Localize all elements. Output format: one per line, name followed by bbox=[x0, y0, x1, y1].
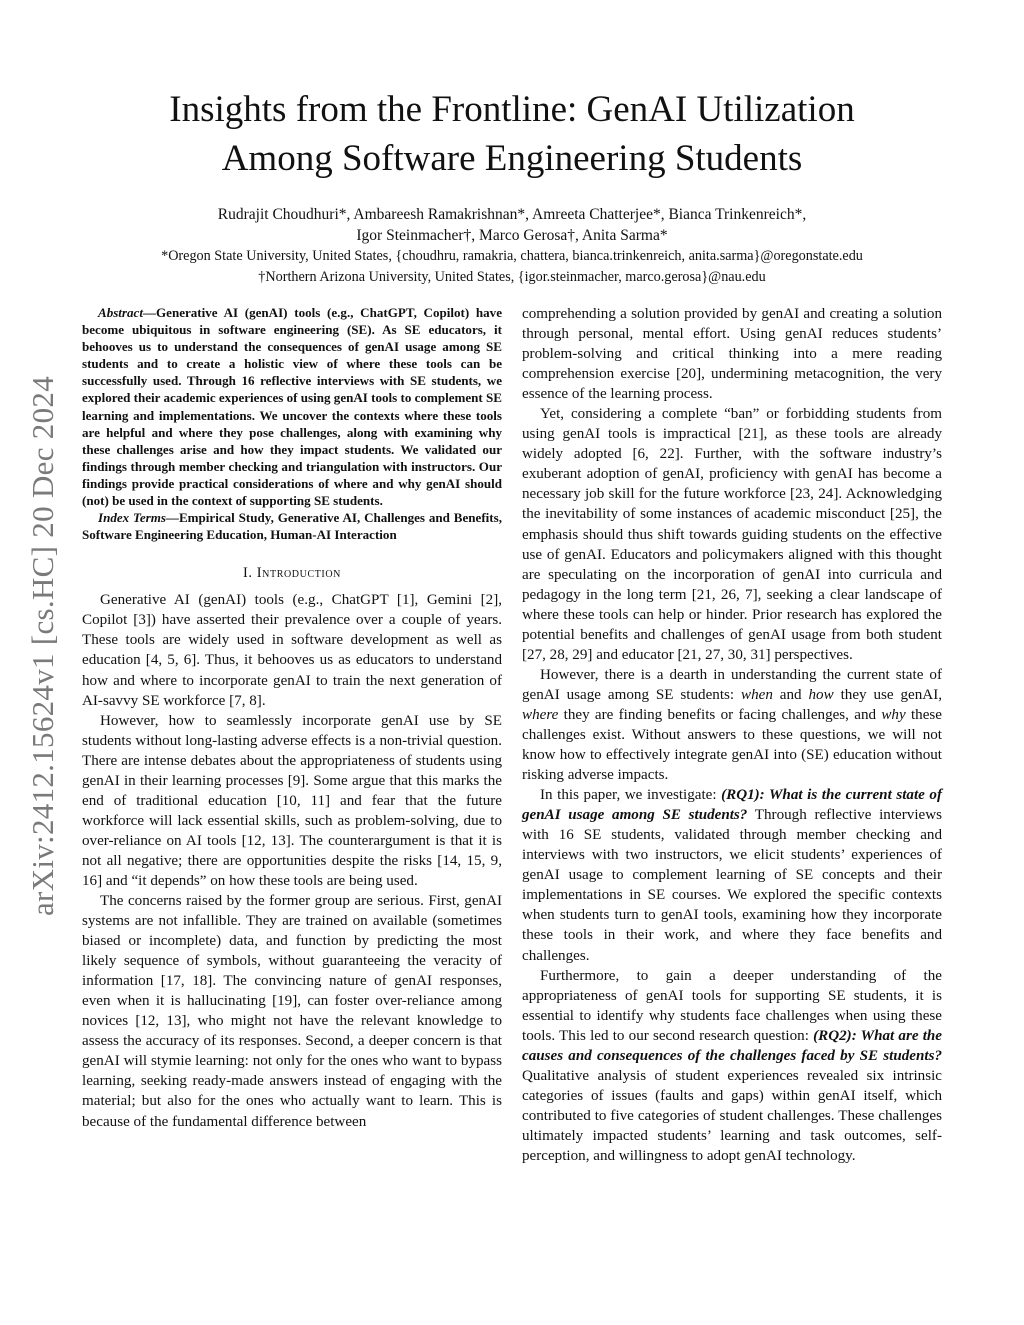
right-column bbox=[522, 304, 942, 1166]
section-heading-introduction: I. Introduction bbox=[243, 565, 341, 582]
affiliation-oregon: *Oregon State University, United States, {choudhru, ramakria, chattera, bianca.trinkenreich, anita.sarma}@oregonstate.edu bbox=[161, 248, 863, 264]
right-paragraph-5 bbox=[522, 966, 942, 1166]
p3-text-a: However, there is a dearth in understanding the current state of genAI usage among SE students: bbox=[522, 666, 942, 703]
arxiv-stamp bbox=[22, 346, 64, 946]
author-line-1: Rudrajit Choudhuri*, Ambareesh Ramakrishnan*, Amreeta Chatterjee*, Bianca Trinkenreich*, bbox=[217, 206, 807, 223]
p3-where: where bbox=[522, 706, 559, 723]
title-line-2: Among Software Engineering Students bbox=[221, 138, 803, 179]
title-line-1: Insights from the Frontline: GenAI Utilization bbox=[169, 89, 855, 130]
index-terms-text: Empirical Study, Generative AI, Challenges and Benefits, Software Engineering Education, Human-AI Interaction bbox=[82, 510, 502, 543]
research-question-1: (RQ1): What is the current state of genAI usage among SE students? bbox=[522, 787, 942, 824]
p3-when: when bbox=[741, 686, 773, 703]
author-block bbox=[80, 204, 944, 288]
p3-text-d: they are finding benefits or facing challenges, and bbox=[558, 706, 882, 723]
p3-why: why bbox=[881, 706, 906, 723]
p4-text-b: Through reflective interviews with 16 SE students, validated through member checking and interviews with two instructors, we elicit students’ experiences of genAI usage to complement learning of SE concepts and their implementations in SE courses. We explored the specific contexts when students turn to genAI tools, examining how they incorporate these tools in their work, and where they face benefits and challenges. bbox=[522, 807, 942, 964]
intro-paragraph-1: Generative AI (genAI) tools (e.g., ChatGPT [1], Gemini [2], Copilot [3]) have asserted their prevalence over a couple of years. These tools are widely used in software development as well as education [4, 5, 6]. Thus, it behooves us as educators to understand how and where to incorporate genAI to train the next generation of AI-savvy SE workforce [7, 8]. bbox=[82, 592, 502, 709]
affiliation-nau: †Northern Arizona University, United States, {igor.steinmacher, marco.gerosa}@nau.edu bbox=[258, 269, 766, 285]
right-paragraph-1: comprehending a solution provided by genAI and creating a solution through personal, mental effort. Using genAI reduces students’ problem-solving and critical thinking into a mere reading comprehension exercise [20], undermining metacognition, the very essence of the learning process. bbox=[522, 306, 942, 403]
p3-how: how bbox=[808, 686, 834, 703]
paper-title bbox=[90, 85, 934, 183]
index-terms-label: Index Terms— bbox=[98, 510, 179, 526]
right-paragraph-2: Yet, considering a complete “ban” or forbidding students from using genAI tools is impractical [21], as these tools are already widely adopted [6, 22]. Further, with the software industry’s exuberant adoption of genAI, proficiency with genAI has become a necessary job skill for the future workforce [23, 24]. Acknowledging the inevitability of some instances of academic misconduct [25], the emphasis should thus shift towards guiding students on the effective use of genAI. Educators and policymakers aligned with this thought are speculating on the incorporation of genAI into curricula and pedagogy in the long term [21, 26, 7], seeking a clear landscape of where these tools can help or hinder. Prior research has explored the potential benefits and challenges of genAI usage from both student [27, 28, 29] and educator [21, 27, 30, 31] perspectives. bbox=[522, 406, 942, 663]
arxiv-stamp-text: arXiv:2412.15624v1 [cs.HC] 20 Dec 2024 bbox=[25, 375, 60, 917]
intro-paragraph-3: The concerns raised by the former group are serious. First, genAI systems are not infallible. They are trained on available (sometimes biased or incomplete) data, and function by predicting the most likely sequence of symbols, without guaranteeing the veracity of information [17, 18]. The convincing nature of genAI responses, even when it is hallucinating [19], can foster over-reliance among novices [12, 13], who might not have the relevant knowledge to assess the accuracy of its responses. Second, a deeper concern is that genAI will stymie learning: not only for the ones who want to bypass learning, seeking ready-made answers instead of engaging with the material; but also for the ones who actually want to learn. This is because of the fundamental difference between bbox=[82, 893, 502, 1130]
right-paragraph-3 bbox=[522, 665, 942, 785]
p4-text-a: In this paper, we investigate: bbox=[540, 787, 722, 804]
index-terms bbox=[82, 509, 502, 543]
p5-text-a: Furthermore, to gain a deeper understanding of the appropriateness of genAI tools for supporting SE students, it is essential to identify why students face challenges when using these tools. This led to our second research question: bbox=[522, 967, 942, 1044]
right-paragraph-4 bbox=[522, 785, 942, 965]
p3-text-c: they use genAI, bbox=[833, 686, 942, 703]
left-column bbox=[82, 304, 502, 1132]
p3-text-e: these challenges exist. Without answers to these questions, we will not know how to effectively integrate genAI into (SE) education without risking adverse impacts. bbox=[522, 706, 942, 784]
abstract-text: Generative AI (genAI) tools (e.g., ChatGPT, Copilot) have become ubiquitous in software engineering (SE). As SE educators, it behooves us to understand the consequences of genAI usage among SE students and to create a holistic view of where these tools can be successfully used. Through 16 reflective interviews with SE students, we explored their academic experiences of using genAI tools to complement SE learning and implementations. We uncover the contexts where these tools are helpful and where they pose challenges, along with examining why these challenges arise and how they impact students. We validated our findings through member checking and triangulation with instructors. Our findings provide practical considerations of where and why genAI should (not) be used in the context of supporting SE students. bbox=[82, 305, 502, 509]
author-line-2: Igor Steinmacher†, Marco Gerosa†, Anita Sarma* bbox=[356, 227, 668, 244]
abstract bbox=[82, 304, 502, 509]
abstract-label: Abstract— bbox=[98, 305, 156, 320]
research-question-2: (RQ2): What are the causes and consequences of the challenges faced by SE students? bbox=[522, 1027, 943, 1064]
p3-text-b: and bbox=[772, 686, 809, 703]
p5-text-b: Qualitative analysis of student experiences revealed six intrinsic categories of issues (faults and gaps) within genAI itself, which contributed to five categories of student challenges. These challenges ultimately impacted students’ learning and task outcomes, self-perception, and willingness to adopt genAI technology. bbox=[522, 1067, 942, 1164]
intro-paragraph-2: However, how to seamlessly incorporate genAI use by SE students without long-lasting adverse effects is a non-trivial question. There are intense debates about the appropriateness of students using genAI in their learning processes [9]. Some argue that this marks the end of traditional education [10, 11] and fear that the future workforce will lack essential skills, such as problem-solving, due to over-reliance on AI tools [12, 13]. The counterargument is that it is not all negative; there are opportunities despite the risks [14, 15, 9, 16] and “it depends” on how these tools are being used. bbox=[82, 712, 502, 889]
